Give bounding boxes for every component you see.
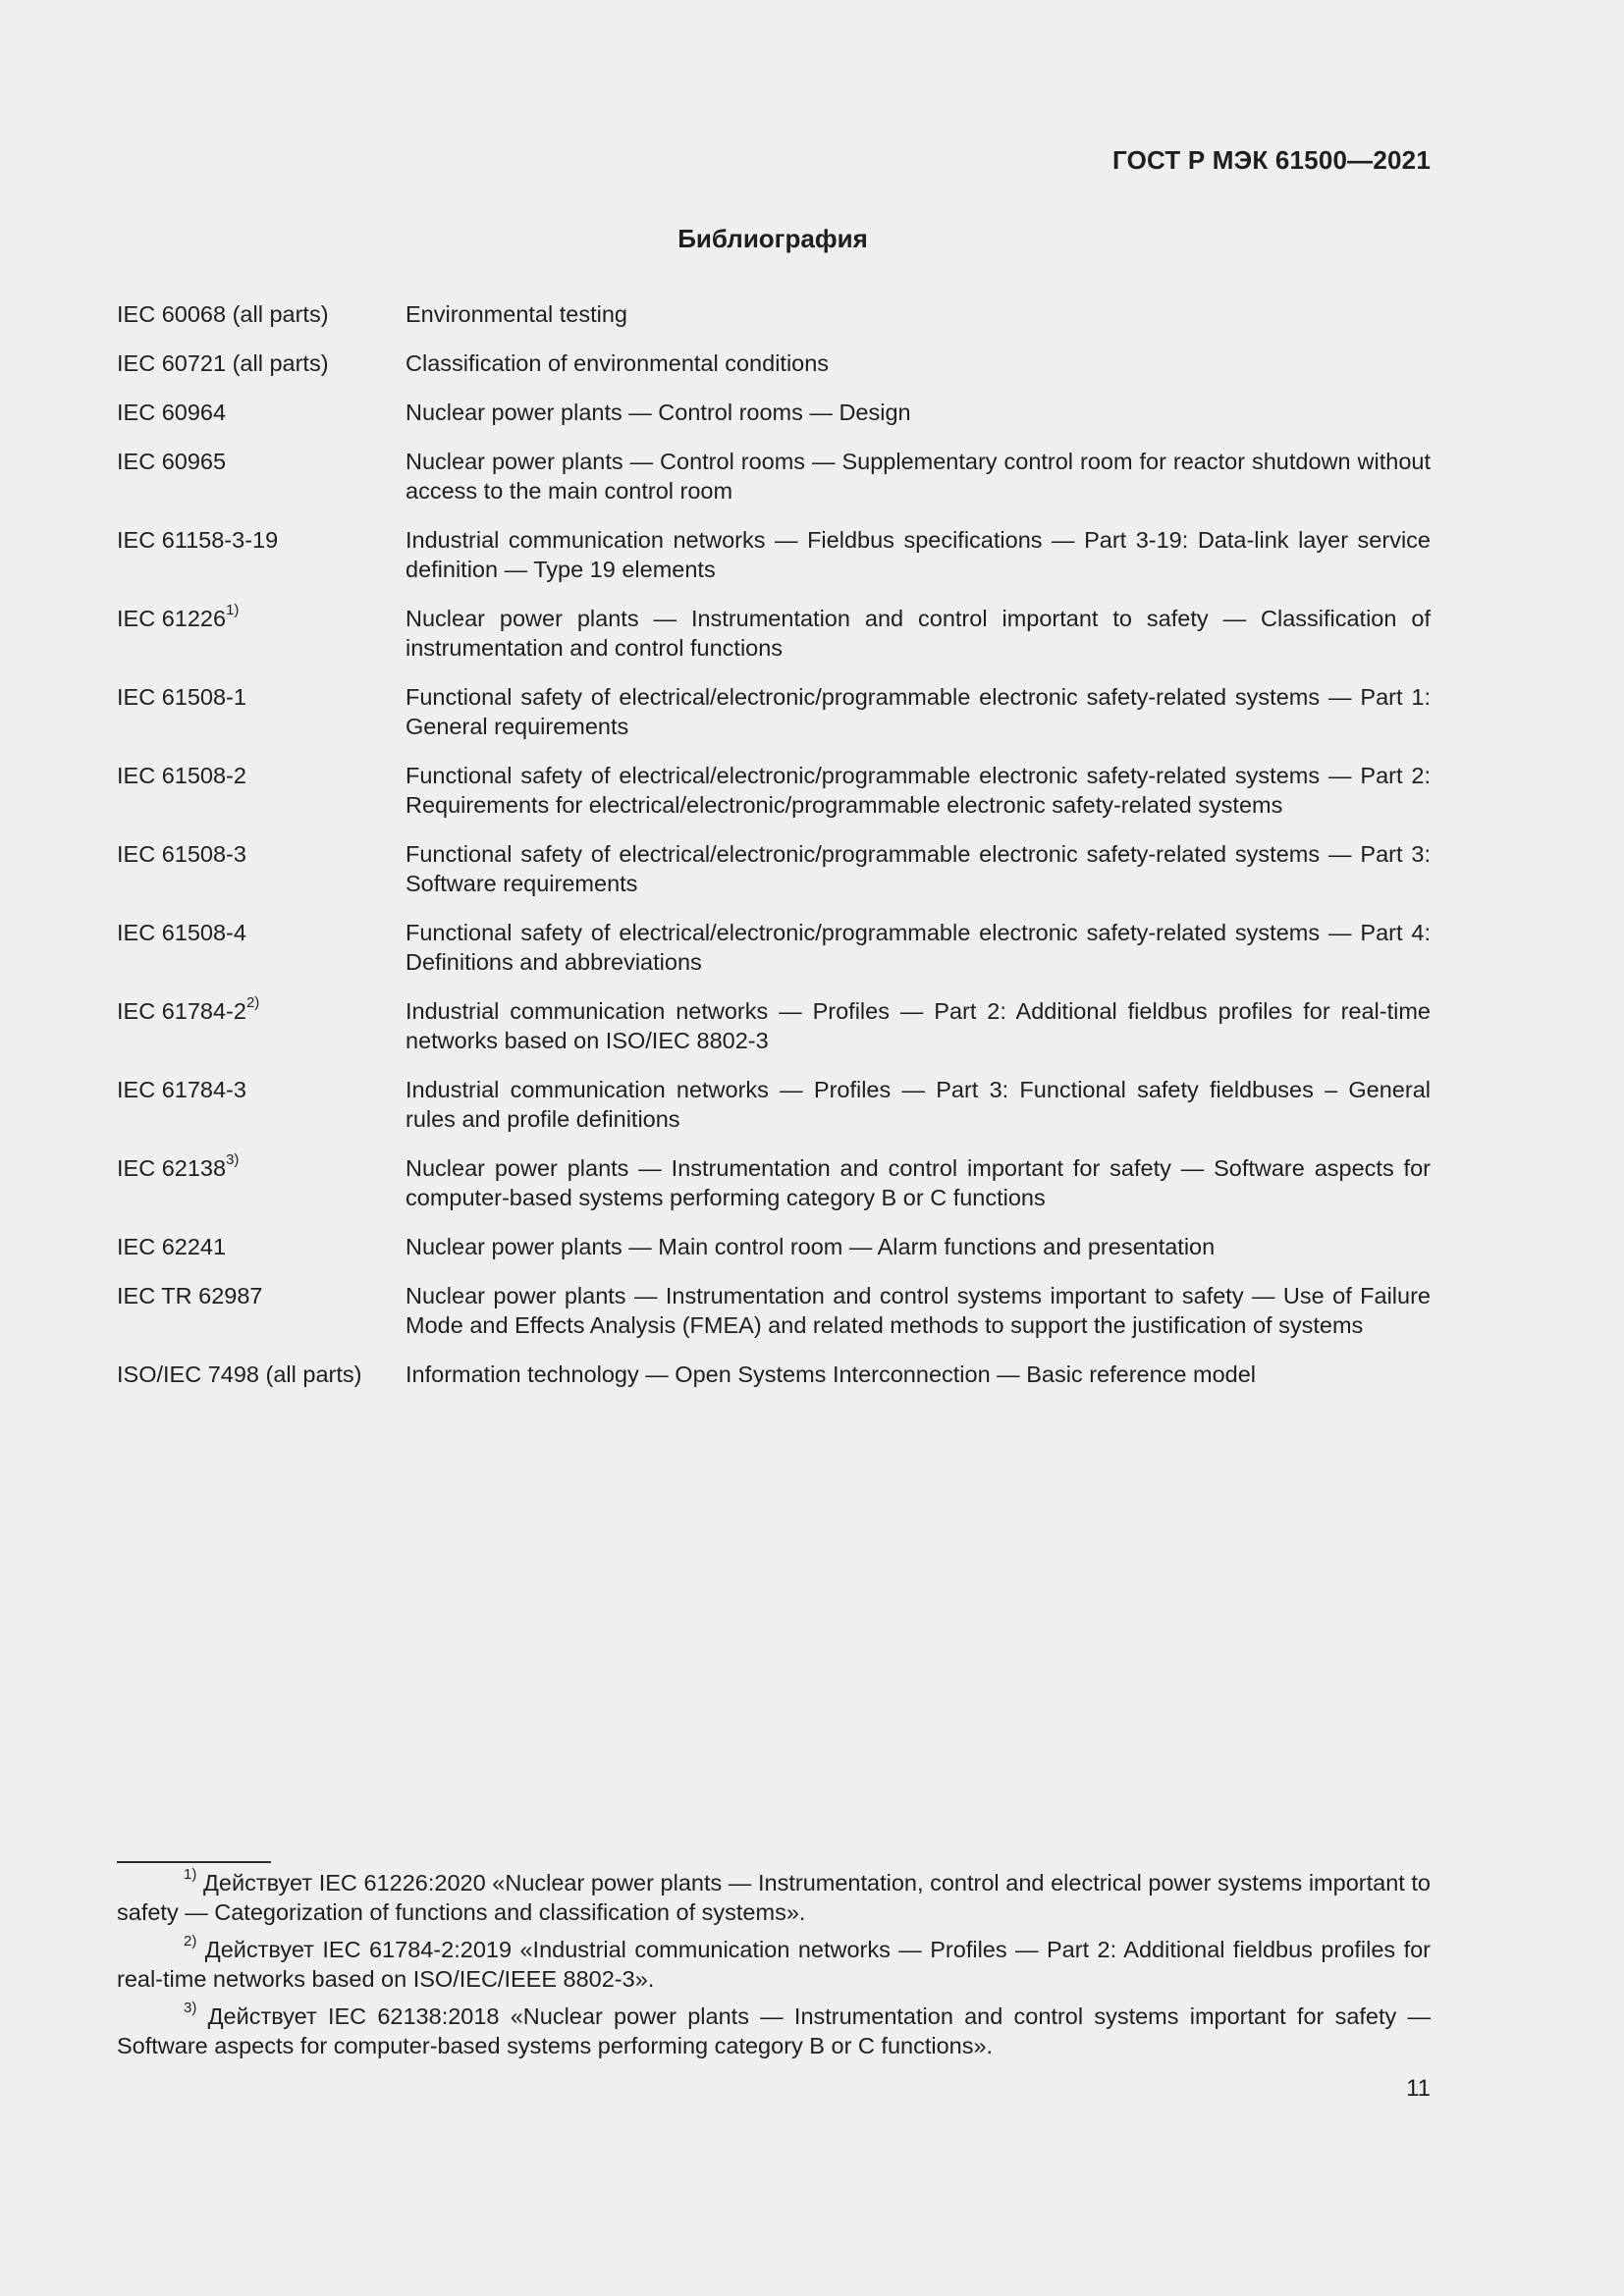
reference-code: IEC 61508-1 <box>117 684 246 710</box>
reference-code: IEC 61508-3 <box>117 841 246 867</box>
bibliography-title: Functional safety of electrical/electronic/programmable electronic safety-related systems — Part 2: Requirements for electrical/electronic/programmable electronic safety-related systems <box>406 763 1431 818</box>
bibliography-title: Nuclear power plants — Instrumentation and control systems important to safety — Use of Failure Mode and Effects Analysis (FMEA) and related methods to support the justification of systems <box>406 1283 1431 1338</box>
bibliography-reference <box>117 1232 406 1261</box>
footnote-text: Действует IEC 62138:2018 «Nuclear power plants — Instrumentation and control systems important for safety — Software aspects for computer-based systems performing category B or C functions». <box>117 2003 1431 2058</box>
bibliography-reference <box>117 996 406 1055</box>
bibliography-title: Industrial communication networks — Profiles — Part 3: Functional safety fieldbuses – General rules and profile definitions <box>406 1077 1431 1132</box>
reference-code: IEC 61508-4 <box>117 920 246 945</box>
footnote <box>117 1868 1431 1927</box>
bibliography-reference <box>117 447 406 506</box>
bibliography-entry <box>117 447 1431 506</box>
bibliography-entry <box>117 761 1431 820</box>
footnote <box>117 1935 1431 1994</box>
reference-code: IEC 61226 <box>117 606 227 631</box>
footnote-text: Действует IEC 61784-2:2019 «Industrial communication networks — Profiles — Part 2: Additional fieldbus profiles for real-time networks based on ISO/IEC/IEEE 8802-3». <box>117 1937 1432 1992</box>
bibliography-reference <box>117 299 406 329</box>
bibliography-reference <box>117 348 406 378</box>
bibliography-entry <box>117 1281 1431 1340</box>
bibliography-entry <box>117 682 1431 741</box>
footnote <box>117 2002 1431 2060</box>
bibliography-entry <box>117 398 1431 427</box>
bibliography-entry <box>117 1153 1431 1212</box>
bibliography-entry <box>117 348 1431 378</box>
bibliography-entry <box>117 1360 1431 1389</box>
bibliography-entry <box>117 1075 1431 1134</box>
footnote-mark: 3) <box>184 2000 197 2017</box>
footnote-marker: 2) <box>245 994 260 1012</box>
bibliography-reference <box>117 761 406 820</box>
bibliography-list <box>117 299 1431 1409</box>
bibliography-title: Information technology — Open Systems Interconnection — Basic reference model <box>406 1362 1257 1387</box>
bibliography-title: Classification of environmental conditions <box>406 350 830 376</box>
reference-code: IEC 61784-2 <box>117 998 246 1024</box>
bibliography-reference <box>117 1153 406 1212</box>
bibliography-title: Nuclear power plants — Main control room — Alarm functions and presentation <box>406 1234 1216 1259</box>
document-standard-id: ГОСТ Р МЭК 61500—2021 <box>1111 145 1431 175</box>
bibliography-reference <box>117 398 406 427</box>
bibliography-title: Industrial communication networks — Fieldbus specifications — Part 3-19: Data-link layer service definition — Type 19 elements <box>406 527 1431 582</box>
footnote-text: Действует IEC 61226:2020 «Nuclear power plants — Instrumentation, control and electrical power systems important to safety — Categorization of functions and classification of systems». <box>117 1870 1432 1925</box>
bibliography-entry <box>117 604 1431 663</box>
bibliography-reference <box>117 918 406 977</box>
bibliography-reference <box>117 525 406 584</box>
reference-code: ISO/IEC 7498 (all parts) <box>117 1362 362 1387</box>
reference-code: IEC 60965 <box>117 449 227 474</box>
section-title: Библиография <box>677 224 868 253</box>
bibliography-title: Industrial communication networks — Profiles — Part 2: Additional fieldbus profiles for real-time networks based on ISO/IEC 8802-3 <box>406 998 1431 1053</box>
bibliography-entry <box>117 299 1431 329</box>
reference-code: IEC 60964 <box>117 400 227 425</box>
bibliography-entry <box>117 996 1431 1055</box>
bibliography-entry <box>117 525 1431 584</box>
bibliography-title: Environmental testing <box>406 301 627 327</box>
footnote-separator <box>117 1861 271 1863</box>
reference-code: IEC 60721 (all parts) <box>117 350 329 376</box>
bibliography-title: Nuclear power plants — Instrumentation and control important to safety — Classification of instrumentation and control functions <box>406 606 1431 661</box>
reference-code: IEC 61158-3-19 <box>117 527 279 553</box>
bibliography-entry <box>117 918 1431 977</box>
bibliography-reference <box>117 1281 406 1340</box>
footnote-mark: 1) <box>184 1866 197 1884</box>
reference-code: IEC 62138 <box>117 1155 227 1181</box>
bibliography-reference <box>117 839 406 898</box>
bibliography-entry <box>117 839 1431 898</box>
bibliography-title: Nuclear power plants — Instrumentation and control important for safety — Software aspects for computer-based systems performing category B or C functions <box>406 1155 1431 1210</box>
bibliography-entry <box>117 1232 1431 1261</box>
bibliography-title: Nuclear power plants — Control rooms — Supplementary control room for reactor shutdown without access to the main control room <box>406 449 1431 504</box>
bibliography-reference <box>117 604 406 663</box>
bibliography-title: Functional safety of electrical/electronic/programmable electronic safety-related systems — Part 4: Definitions and abbreviations <box>406 920 1431 975</box>
reference-code: IEC 61784-3 <box>117 1077 246 1102</box>
bibliography-reference <box>117 1360 406 1389</box>
reference-code: IEC 60068 (all parts) <box>117 301 329 327</box>
footnote-marker: 1) <box>226 602 240 619</box>
bibliography-title: Nuclear power plants — Control rooms — Design <box>406 400 911 425</box>
footnotes <box>117 1868 1431 2068</box>
footnote-marker: 3) <box>226 1151 240 1169</box>
reference-code: IEC 62241 <box>117 1234 227 1259</box>
footnote-mark: 2) <box>184 1933 197 1950</box>
bibliography-reference <box>117 682 406 741</box>
reference-code: IEC TR 62987 <box>117 1283 263 1308</box>
bibliography-reference <box>117 1075 406 1134</box>
reference-code: IEC 61508-2 <box>117 763 246 788</box>
bibliography-title: Functional safety of electrical/electronic/programmable electronic safety-related systems — Part 3: Software requirements <box>406 841 1431 896</box>
bibliography-title: Functional safety of electrical/electronic/programmable electronic safety-related systems — Part 1: General requirements <box>406 684 1431 739</box>
page-number: 11 <box>1406 2075 1431 2102</box>
